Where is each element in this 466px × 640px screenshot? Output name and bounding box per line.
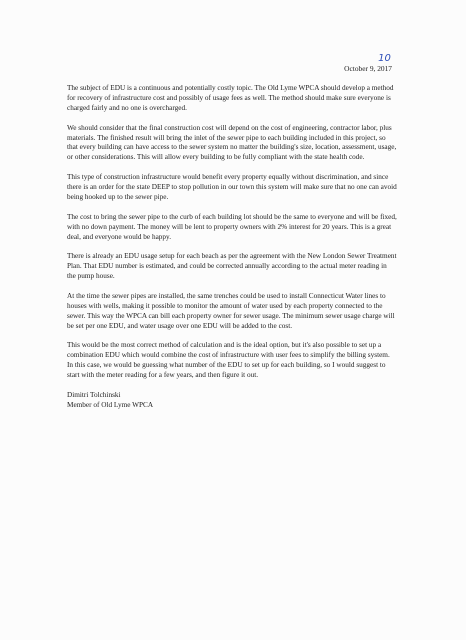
paragraph-edu-intro: The subject of EDU is a continuous and potentially costly topic. The Old Lyme WPCA should develop a method for recovery of infrastructure cost and possibly of usage fees as well. The method should make sure everyone is charged fairly and no one is overcharged. (67, 84, 394, 112)
paragraph-curb-cost: The cost to bring the sewer pipe to the curb of each building lot should be the same to everyone and will be fixed, with no down payment. The money will be lent to property owners with 2% interest for 20 years. This is a great deal, and everyone would be happy. (67, 212, 397, 241)
date-year: , 2017 (373, 64, 392, 73)
paragraph-beach-edu: There is already an EDU usage setup for each beach as per the agreement with the New London Sewer Treatment Plan. That EDU number is estimated, and could be corrected annually according to the actual meter reading in the pump house. (67, 252, 397, 281)
letter-body (67, 84, 397, 411)
signature-name: Dimitri Tolchinski (67, 390, 121, 399)
signature-block (67, 391, 397, 411)
paragraph-equal-benefit: This type of construction infrastructure would benefit every property equally without discrimination, and since there is an order for the state DEEP to stop pollution in our town this system will make sure that no one can avoid being hooked up to the sewer pipe. (67, 173, 397, 201)
letter-date (344, 53, 392, 73)
handwritten-day-correction: 10 (378, 53, 391, 64)
signature-title: Member of Old Lyme WPCA (67, 400, 154, 409)
date-printed-day: 9 (369, 64, 374, 73)
date-month: October (344, 64, 370, 73)
paragraph-construction-cost: We should consider that the final construction cost will depend on the cost of engineering, contractor labor, plus materials. The finished result will bring the inlet of the sewer pipe to each building included in this project, so that every building can have access to the sewer system no matter the building's size, location, assessment, usage, or other considerations. This will allow every building to be fully compliant with the state health code. (67, 123, 397, 162)
paragraph-water-lines: At the time the sewer pipes are installed, the same trenches could be used to install Connecticut Water lines to houses with wells, making it possible to monitor the amount of water used by each property connected to the sewer. This way the WPCA can bill each property owner for sewer usage. The minimum sewer usage charge will be set per one EDU, and water usage over one EDU will be added to the cost. (67, 291, 395, 330)
paragraph-combination-edu: This would be the most correct method of calculation and is the ideal option, but it's also possible to set up a combination EDU which would combine the cost of infrastructure with user fees to simplify the billing system. In this case, we would be guessing what number of the EDU to set up for each building, so I would suggest to start with the meter reading for a few years, and then figure it out. (67, 341, 390, 380)
